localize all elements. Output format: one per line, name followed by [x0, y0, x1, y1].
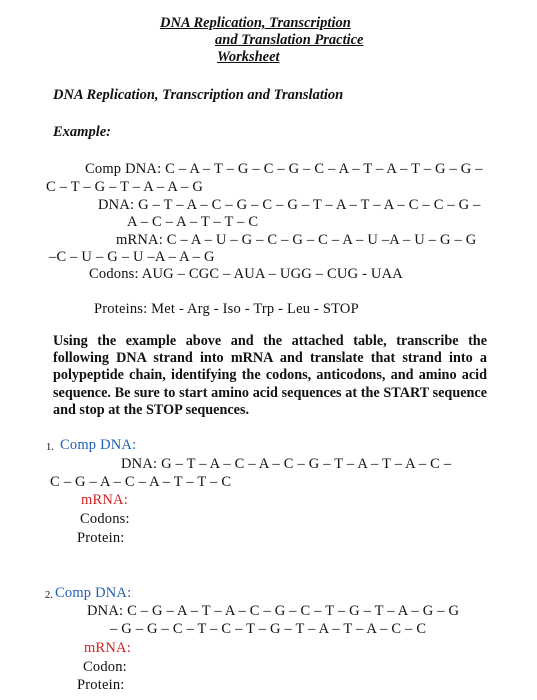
- problem-2-codon-label: Codon:: [83, 659, 127, 675]
- title-line-2: and Translation Practice: [215, 32, 364, 48]
- problem-2-mrna-label: mRNA:: [84, 640, 131, 656]
- problem-1-mrna-label: mRNA:: [81, 492, 128, 508]
- problem-1-codons-label: Codons:: [80, 511, 130, 527]
- problem-1-comp-dna-label: Comp DNA:: [60, 437, 137, 453]
- problem-1-number: 1.: [46, 442, 54, 453]
- title-line-3: Worksheet: [217, 49, 280, 65]
- section-heading: DNA Replication, Transcription and Translation: [53, 87, 344, 103]
- problem-1-protein-label: Protein:: [77, 530, 125, 546]
- example-dna-line-2: A – C – A – T – T – C: [127, 214, 259, 230]
- title-line-1: DNA Replication, Transcription: [160, 15, 351, 31]
- example-proteins: Proteins: Met - Arg - Iso - Trp - Leu - STOP: [94, 301, 359, 317]
- problem-2-dna-line-1: DNA: C – G – A – T – A – C – G – C – T – G – T – A – G – G: [87, 603, 460, 619]
- problem-2-protein-label: Protein:: [77, 677, 125, 693]
- problem-2-dna-line-2: – G – G – C – T – C – T – G – T – A – T – A – C – C: [110, 621, 427, 637]
- problem-2-number: 2.: [45, 590, 53, 601]
- example-mrna-line-2: –C – U – G – U –A – A – G: [49, 249, 215, 265]
- example-dna-line-1: DNA: G – T – A – C – G – C – G – T – A – T – A – C – C – G –: [98, 197, 481, 213]
- example-heading: Example:: [53, 124, 111, 140]
- example-comp-dna-line-2: C – T – G – T – A – A – G: [46, 179, 204, 195]
- instructions-paragraph: Using the example above and the attached table, transcribe the following DNA strand into mRNA and translate that strand into a polypeptide chain, identifying the codons, anticodons, and amino acid sequence. Be sure to start amino acid sequences at the START sequence and stop at the STOP sequences.: [53, 333, 487, 418]
- problem-1-dna-line-1: DNA: G – T – A – C – A – C – G – T – A – T – A – C –: [121, 456, 452, 472]
- example-comp-dna-line-1: Comp DNA: C – A – T – G – C – G – C – A – T – A – T – G – G –: [85, 161, 483, 177]
- example-codons: Codons: AUG – CGC – AUA – UGG – CUG - UAA: [89, 266, 403, 282]
- problem-2-comp-dna-label: Comp DNA:: [55, 585, 132, 601]
- example-mrna-line-1: mRNA: C – A – U – G – C – G – C – A – U –A – U – G – G: [116, 232, 477, 248]
- problem-1-dna-line-2: C – G – A – C – A – T – T – C: [50, 474, 232, 490]
